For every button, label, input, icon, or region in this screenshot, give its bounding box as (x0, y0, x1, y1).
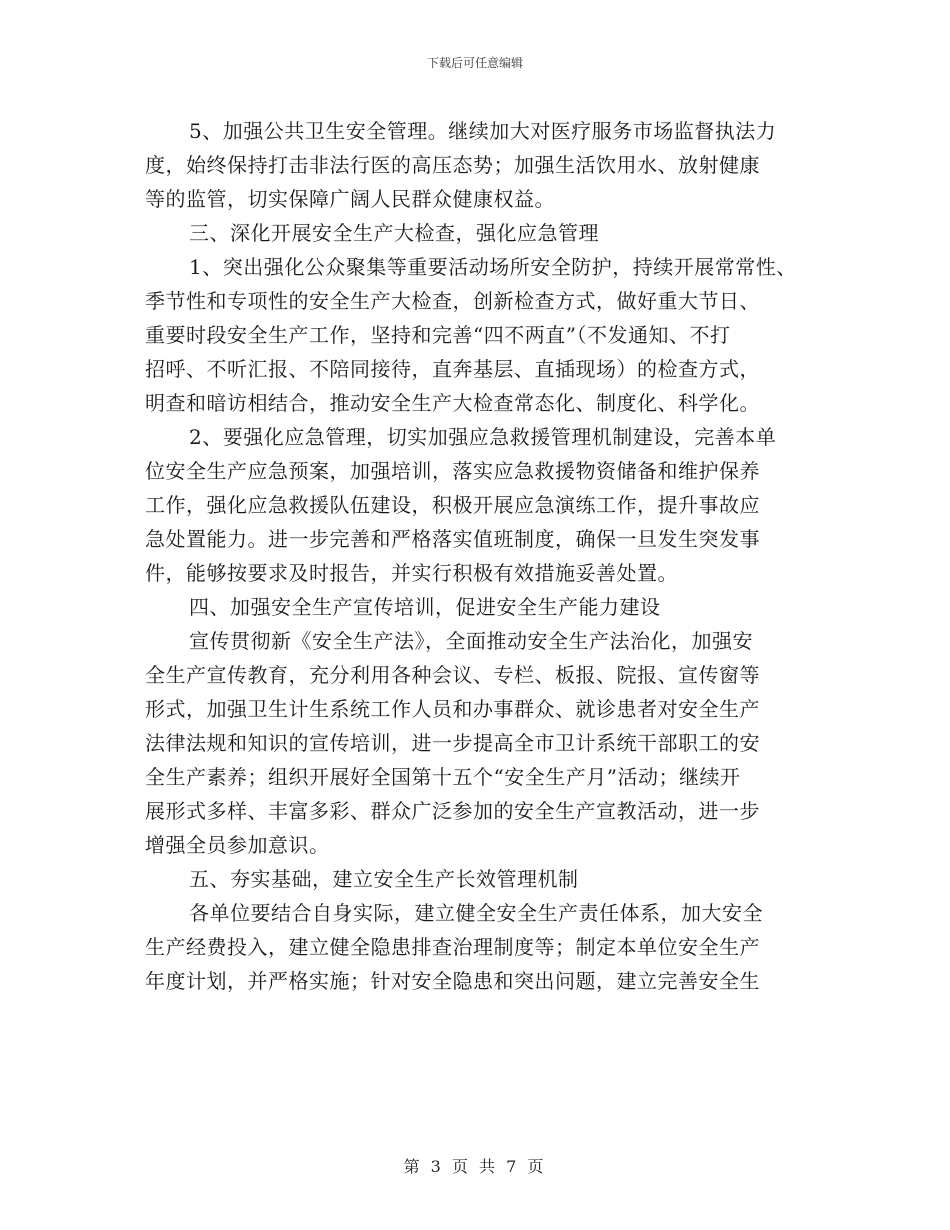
paragraph-line: 件，能够按要求及时报告，并实行积极有效措施妥善处置。 (145, 561, 678, 585)
paragraph-line: 增强全员参加意识。 (145, 833, 330, 857)
paragraph-line: 招呼、不听汇报、不陪同接待，直奔基层、直插现场）的检查方式， (145, 357, 760, 381)
paragraph-line: 年度计划，并严格实施；针对安全隐患和突出问题，建立完善安全生 (145, 969, 760, 993)
paragraph-line: 位安全生产应急预案，加强培训，落实应急救援物资储备和维护保养 (145, 459, 760, 483)
paragraph-line: 生产经费投入，建立健全隐患排查治理制度等；制定本单位安全生产 (145, 935, 760, 959)
paragraph-line: 展形式多样、丰富多彩、群众广泛参加的安全生产宣教活动，进一步 (145, 799, 760, 823)
paragraph-line: 5、加强公共卫生安全管理。继续加大对医疗服务市场监督执法力 (189, 119, 777, 143)
section-heading: 三、深化开展安全生产大检查，强化应急管理 (189, 221, 599, 245)
paragraph-line: 2、要强化应急管理，切实加强应急救援管理机制建设，完善本单 (189, 425, 777, 449)
paragraph-line: 工作，强化应急救援队伍建设，积极开展应急演练工作，提升事故应 (145, 493, 760, 517)
paragraph-line: 重要时段安全生产工作，坚持和完善“四不两直”（不发通知、不打 (145, 323, 731, 347)
paragraph-line: 急处置能力。进一步完善和严格落实值班制度，确保一旦发生突发事 (145, 527, 760, 551)
paragraph-line: 明查和暗访相结合，推动安全生产大检查常态化、制度化、科学化。 (145, 391, 760, 415)
paragraph-line: 季节性和专项性的安全生产大检查，创新检查方式，做好重大节日、 (145, 289, 760, 313)
paragraph-line: 各单位要结合自身实际，建立健全安全生产责任体系，加大安全 (189, 901, 763, 925)
paragraph-line: 宣传贯彻新《安全生产法》，全面推动安全生产法治化，加强安 (189, 629, 753, 653)
paragraph-line: 全生产素养；组织开展好全国第十五个“安全生产月”活动；继续开 (145, 765, 741, 789)
page-header: 下载后可任意编辑 (426, 56, 523, 70)
document-body (145, 114, 805, 998)
section-heading: 四、加强安全生产宣传培训，促进安全生产能力建设 (189, 595, 661, 619)
section-heading: 五、夯实基础，建立安全生产长效管理机制 (189, 867, 579, 891)
paragraph-line: 法律法规和知识的宣传培训，进一步提高全市卫计系统干部职工的安 (145, 731, 760, 755)
paragraph-line: 1、突出强化公众聚集等重要活动场所安全防护，持续开展常常性、 (189, 255, 797, 279)
paragraph-line: 等的监管，切实保障广阔人民群众健康权益。 (145, 187, 555, 211)
paragraph-line: 度，始终保持打击非法行医的高压态势；加强生活饮用水、放射健康 (145, 153, 760, 177)
paragraph-line: 全生产宣传教育，充分利用各种会议、专栏、板报、院报、宣传窗等 (145, 663, 760, 687)
page-number-footer: 第 3 页 共 7 页 (403, 1157, 547, 1176)
paragraph-line: 形式，加强卫生计生系统工作人员和办事群众、就诊患者对安全生产 (145, 697, 760, 721)
